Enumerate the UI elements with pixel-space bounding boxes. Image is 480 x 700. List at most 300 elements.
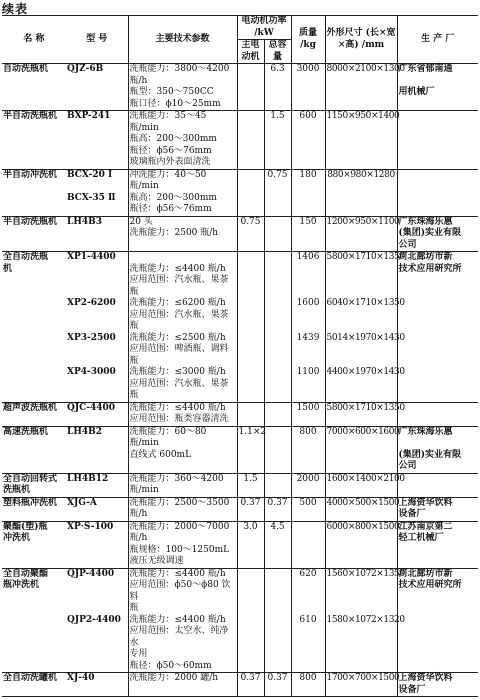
- table-row: [2, 497, 478, 509]
- cell-power-total: [264, 402, 291, 414]
- cell-maker: [397, 298, 478, 310]
- cell-mass: 1500: [291, 402, 325, 414]
- cell-model: [66, 450, 128, 462]
- cell-power-total: [264, 275, 291, 298]
- cell-dims: [325, 556, 397, 568]
- cell-maker: [397, 111, 478, 135]
- cell-mass: [291, 545, 325, 557]
- header-name: 名 称: [2, 16, 66, 64]
- cell-maker: [397, 661, 478, 673]
- cell-params: 应用范围：太空水、纯净水: [128, 626, 237, 649]
- cell-name: 洗瓶机: [2, 485, 66, 497]
- cell-mass: 610: [291, 615, 325, 627]
- cell-power-total: 6.3: [264, 64, 291, 88]
- table-row: [2, 545, 478, 557]
- cell-name: 机: [3, 263, 13, 274]
- cell-model: BCX-20 Ⅰ: [67, 169, 113, 180]
- cell-dims: [325, 545, 397, 557]
- cell-name: [2, 228, 66, 240]
- cell-power-total: [264, 426, 291, 450]
- header-params: 主要技术参数: [128, 16, 237, 64]
- cell-power-main: [237, 661, 264, 673]
- cell-power-main: [237, 134, 264, 146]
- cell-name: 全自动聚酯: [3, 568, 49, 579]
- cell-name: [2, 298, 66, 310]
- cell-maker: 设备厂: [397, 509, 478, 521]
- cell-dims: [325, 134, 397, 146]
- cell-name: [2, 603, 66, 615]
- cell-power-main: [237, 603, 264, 615]
- table-row: [2, 556, 478, 568]
- cell-power-total: 4.5: [264, 521, 291, 533]
- cell-dims: [325, 275, 397, 298]
- cell-model: LH4B2: [67, 426, 102, 437]
- cell-power-total: [264, 367, 291, 379]
- table-row: [2, 134, 478, 146]
- cell-mass: [291, 685, 325, 697]
- cell-params: 洗瓶能力：≤6200 瓶/h: [128, 298, 237, 310]
- cell-maker: [397, 99, 478, 111]
- cell-model: [66, 626, 128, 649]
- cell-mass: [291, 275, 325, 298]
- cell-params: 瓶规格：100～1250mL: [128, 545, 237, 557]
- cell-power-main: [237, 485, 264, 497]
- header-mass: 质量 /kg: [291, 16, 325, 64]
- cell-params: 瓶高：200～300mm: [128, 134, 237, 146]
- cell-mass: 2000: [291, 473, 325, 485]
- cell-maker: [397, 310, 478, 333]
- cell-power-total: [264, 533, 291, 545]
- cell-power-total: [264, 146, 291, 158]
- cell-maker: (集团)实业有限: [397, 228, 478, 240]
- cell-name: 超声波洗瓶机: [3, 402, 58, 413]
- cell-name: [2, 509, 66, 521]
- cell-params: 玻璃瓶内外表面清洗: [128, 157, 237, 169]
- cell-model: QJZ-6B: [67, 64, 104, 74]
- cell-maker: [397, 485, 478, 497]
- table-row: [2, 264, 478, 276]
- table-row: [2, 64, 478, 88]
- cell-params: 洗瓶能力：60～80 瓶/min: [128, 426, 237, 450]
- cell-mass: [291, 450, 325, 462]
- table-row: [2, 603, 478, 615]
- cell-dims: [325, 379, 397, 403]
- cell-params: 洗瓶能力：≤3000 瓶/h: [128, 367, 237, 379]
- cell-params: [128, 461, 237, 473]
- cell-params: 瓶/min: [128, 485, 237, 497]
- table-row: [2, 87, 478, 99]
- cell-params: 应用范围：汽水瓶、果茶瓶: [128, 275, 237, 298]
- cell-power-main: 0.37: [237, 673, 264, 685]
- cell-power-total: [264, 240, 291, 252]
- cell-params: 专用: [128, 649, 237, 661]
- cell-params: 应用范围：ϕ50～ϕ80 饮料: [128, 580, 237, 603]
- cell-power-main: [237, 615, 264, 627]
- cell-dims: [325, 626, 397, 649]
- cell-power-main: [237, 204, 264, 216]
- cell-power-total: [264, 310, 291, 333]
- cell-name: [2, 333, 66, 345]
- cell-maker: 轻工机械厂: [397, 533, 478, 545]
- cell-dims: [325, 533, 397, 545]
- cell-mass: [291, 533, 325, 545]
- cell-mass: 500: [291, 497, 325, 509]
- cell-params: 洗瓶能力：360～4200: [128, 473, 237, 485]
- cell-model: [66, 87, 128, 99]
- cell-mass: [291, 414, 325, 426]
- cell-mass: [291, 99, 325, 111]
- cell-power-main: 1.1×2: [237, 426, 264, 450]
- cell-name: [2, 685, 66, 697]
- cell-name: [2, 379, 66, 403]
- cell-dims: [325, 450, 397, 462]
- cell-maker: 江苏南京第二: [397, 521, 478, 533]
- cell-mass: [291, 661, 325, 673]
- table-row: [2, 344, 478, 367]
- cell-model: XP·S-100: [67, 521, 114, 532]
- cell-maker: [397, 275, 478, 298]
- cell-power-main: [237, 402, 264, 414]
- cell-power-main: [237, 568, 264, 580]
- cell-name: 高速洗瓶机: [3, 426, 49, 437]
- cell-mass: [291, 204, 325, 216]
- cell-params: 冲洗能力：40～50 瓶/min: [128, 169, 237, 193]
- cell-model: LH4B12: [67, 473, 109, 484]
- table-body: [2, 64, 478, 697]
- cell-dims: 5800×1710×1350: [326, 252, 405, 262]
- cell-name: 全自动回转式: [3, 473, 58, 484]
- cell-power-total: [264, 344, 291, 367]
- cell-mass: [291, 146, 325, 158]
- table-row: [2, 367, 478, 379]
- cell-maker: [397, 157, 478, 169]
- cell-mass: 180: [291, 169, 325, 193]
- cell-params: 应用范围：汽水瓶、果茶瓶: [128, 379, 237, 403]
- cell-model: [66, 228, 128, 240]
- cell-power-main: [237, 344, 264, 367]
- cell-params: 直线式 600mL: [128, 450, 237, 462]
- cell-maker: 公司: [397, 461, 478, 473]
- cell-mass: [291, 344, 325, 367]
- table-row: [2, 615, 478, 627]
- cell-mass: 150: [291, 216, 325, 228]
- cell-name: [2, 661, 66, 673]
- table-row: [2, 193, 478, 205]
- cell-power-total: [264, 615, 291, 627]
- cell-power-main: [237, 310, 264, 333]
- cell-model: QJP-4400: [67, 568, 115, 579]
- cell-name: [2, 87, 66, 99]
- cell-power-main: [237, 169, 264, 193]
- cell-power-total: [264, 204, 291, 216]
- cell-mass: [291, 509, 325, 521]
- cell-power-total: [264, 379, 291, 403]
- cell-power-total: [264, 473, 291, 485]
- table-row: [2, 685, 478, 697]
- cell-mass: [291, 521, 325, 533]
- cell-maker: 河北廊坊市新: [397, 568, 478, 580]
- cell-params: 液压无级调速: [128, 556, 237, 568]
- cell-power-main: [237, 626, 264, 649]
- cell-maker: [397, 402, 478, 414]
- cell-power-total: [264, 298, 291, 310]
- cell-dims: 6000×800×1500: [326, 521, 400, 532]
- cell-power-main: [237, 64, 264, 88]
- cell-name: 塑料瓶冲洗机: [3, 497, 58, 508]
- cell-maker: [397, 367, 478, 379]
- spec-table: [2, 15, 478, 697]
- cell-dims: [325, 485, 397, 497]
- cell-maker: [397, 414, 478, 426]
- cell-power-total: [264, 134, 291, 146]
- cell-dims: [325, 344, 397, 367]
- cell-model: [66, 545, 128, 557]
- cell-model: [66, 533, 128, 545]
- cell-power-total: [264, 580, 291, 603]
- cell-params: 洗瓶能力：2000 罐/h: [128, 673, 237, 685]
- cell-dims: [325, 87, 397, 99]
- cell-params: 瓶: [128, 603, 237, 615]
- cell-model: BXP-241: [67, 111, 111, 121]
- cell-name: [2, 615, 66, 627]
- header-model: 型 号: [66, 16, 128, 64]
- table-row: [2, 568, 478, 580]
- cell-name: [2, 461, 66, 473]
- cell-mass: [291, 87, 325, 99]
- cell-mass: [291, 603, 325, 615]
- cell-power-total: [264, 568, 291, 580]
- cell-name: [2, 193, 66, 205]
- cell-power-total: [264, 509, 291, 521]
- cell-params: 瓶径：ϕ56～76mm: [128, 146, 237, 158]
- cell-power-total: [264, 216, 291, 228]
- cell-dims: [325, 509, 397, 521]
- cell-params: 洗瓶能力：≤2500 瓶/h: [128, 333, 237, 345]
- cell-mass: 600: [291, 111, 325, 135]
- table-row: [2, 461, 478, 473]
- cell-dims: [325, 204, 397, 216]
- cell-maker: [397, 473, 478, 485]
- cell-model: LH4B3: [67, 216, 102, 227]
- table-row: [2, 310, 478, 333]
- cell-name: [2, 367, 66, 379]
- cell-name: [2, 414, 66, 426]
- cell-name: 半自动洗瓶机: [3, 216, 58, 227]
- table-row: [2, 450, 478, 462]
- cell-model: [66, 556, 128, 568]
- cell-power-total: [264, 264, 291, 276]
- cell-params: 洗瓶能力：2000～7000: [128, 521, 237, 533]
- cell-power-total: [264, 649, 291, 661]
- cell-power-main: [237, 264, 264, 276]
- cell-name: 聚酯(塑)瓶: [3, 521, 48, 532]
- cell-model: [66, 157, 128, 169]
- cell-name: 全自动洗瓶: [3, 252, 49, 262]
- cell-mass: 1100: [291, 367, 325, 379]
- cell-power-main: [237, 533, 264, 545]
- cell-maker: 广东珠海乐惠: [397, 426, 478, 450]
- cell-name: [2, 344, 66, 367]
- cell-power-total: [264, 193, 291, 205]
- cell-power-total: [264, 87, 291, 99]
- cell-model: [66, 264, 128, 276]
- cell-model: [66, 603, 128, 615]
- cell-power-total: [264, 545, 291, 557]
- cell-name: [2, 240, 66, 252]
- cell-name: 全自动洗罐机: [3, 673, 58, 683]
- cell-params: 20 头: [128, 216, 237, 228]
- cell-model: [66, 310, 128, 333]
- cell-power-total: 1.5: [264, 111, 291, 135]
- header-maker: 生 产 厂: [397, 16, 478, 64]
- cell-name: [2, 450, 66, 462]
- cell-params: 瓶高：200～300mm: [128, 193, 237, 205]
- cell-dims: 1200×950×1100: [326, 216, 400, 227]
- cell-mass: 620: [291, 568, 325, 580]
- header-power-total: 总容量: [264, 40, 291, 64]
- table-row: [2, 169, 478, 193]
- cell-maker: [397, 556, 478, 568]
- cell-name: [2, 556, 66, 568]
- cell-mass: [291, 193, 325, 205]
- table-row: [2, 252, 478, 264]
- cell-params: [128, 240, 237, 252]
- cell-power-main: [237, 649, 264, 661]
- cell-params: 瓶/h: [128, 533, 237, 545]
- cell-power-main: [237, 461, 264, 473]
- cell-power-total: [264, 661, 291, 673]
- cell-maker: 公司: [397, 240, 478, 252]
- cell-model: [66, 240, 128, 252]
- cell-maker: [397, 603, 478, 615]
- cell-name: 半自动洗瓶机: [3, 111, 58, 121]
- cell-params: 洗瓶能力：≤4400 瓶/h: [128, 264, 237, 276]
- cell-maker: 技术应用研究所: [397, 264, 478, 276]
- cell-dims: [325, 310, 397, 333]
- cell-dims: [325, 603, 397, 615]
- cell-model: [66, 685, 128, 697]
- cell-model: [66, 134, 128, 146]
- cell-params: 瓶径：ϕ50～60mm: [128, 661, 237, 673]
- cell-dims: 4000×500×1500: [326, 497, 400, 508]
- cell-mass: [291, 485, 325, 497]
- cell-name: [2, 204, 66, 216]
- table-row: [2, 146, 478, 158]
- cell-maker: 技术应用研究所: [397, 580, 478, 603]
- cell-mass: [291, 157, 325, 169]
- cell-name: [2, 626, 66, 649]
- cell-power-main: 0.75: [237, 216, 264, 228]
- cell-power-main: [237, 87, 264, 99]
- cell-params: 瓶口径：ϕ10～25mm: [128, 99, 237, 111]
- cell-maker: [397, 615, 478, 627]
- cell-params: 洗瓶能力：2500 瓶/h: [128, 228, 237, 240]
- cell-mass: [291, 379, 325, 403]
- cell-model: XJ-40: [67, 673, 95, 683]
- cell-power-main: [237, 580, 264, 603]
- cell-power-total: [264, 461, 291, 473]
- cell-params: 应用范围：啤酒瓶、调料瓶: [128, 344, 237, 367]
- cell-power-total: [264, 414, 291, 426]
- cell-power-total: [264, 157, 291, 169]
- cell-dims: 1580×1072×1320: [326, 614, 405, 625]
- table-row: [2, 626, 478, 649]
- cell-power-main: [237, 367, 264, 379]
- cell-dims: 5014×1970×1430: [326, 332, 405, 343]
- cell-params: 洗瓶能力：35～45 瓶/min: [128, 111, 237, 135]
- table-caption: 续表: [2, 2, 29, 16]
- table-row: [2, 228, 478, 240]
- table-row: [2, 473, 478, 485]
- cell-model: BCX-35 Ⅱ: [67, 192, 116, 203]
- table-row: [2, 379, 478, 403]
- cell-maker: [397, 169, 478, 193]
- cell-mass: [291, 228, 325, 240]
- cell-dims: 5800×1710×1350: [326, 402, 405, 413]
- cell-params: 瓶/h: [128, 509, 237, 521]
- table-row: [2, 580, 478, 603]
- cell-model: QJP2-4400: [67, 614, 121, 625]
- cell-dims: 7000×600×1600: [325, 426, 397, 450]
- cell-dims: 1600×1400×2100: [326, 473, 405, 484]
- cell-power-main: [237, 111, 264, 135]
- cell-mass: 1600: [291, 298, 325, 310]
- cell-model: QJC-4400: [67, 402, 116, 413]
- cell-power-main: [237, 275, 264, 298]
- header-power: 电动机功率 /kW: [237, 16, 291, 40]
- table-row: [2, 240, 478, 252]
- table-row: [2, 661, 478, 673]
- cell-power-main: 3.0: [237, 521, 264, 533]
- cell-name: [2, 134, 66, 146]
- cell-dims: [325, 157, 397, 169]
- cell-mass: [291, 310, 325, 333]
- cell-mass: 3000: [291, 64, 325, 88]
- table-row: [2, 402, 478, 414]
- cell-model: [66, 661, 128, 673]
- cell-maker: [397, 333, 478, 345]
- cell-name: 瓶冲洗机: [3, 580, 40, 590]
- cell-dims: 1150×950×1400: [325, 111, 397, 135]
- table-row: [2, 275, 478, 298]
- cell-model: [66, 379, 128, 403]
- cell-model: [66, 649, 128, 661]
- cell-model: [66, 509, 128, 521]
- cell-model: [66, 146, 128, 158]
- cell-power-total: [264, 626, 291, 649]
- cell-power-total: [264, 228, 291, 240]
- cell-power-main: [237, 379, 264, 403]
- cell-power-main: [237, 333, 264, 345]
- cell-dims: [325, 580, 397, 603]
- cell-power-main: [237, 193, 264, 205]
- cell-maker: 用机械厂: [397, 87, 478, 99]
- cell-power-main: [237, 228, 264, 240]
- header-power-main: 主电动机: [237, 40, 264, 64]
- cell-power-total: [264, 603, 291, 615]
- cell-maker: [397, 204, 478, 216]
- cell-params: 应用范围：瓶类容器清洗: [128, 414, 237, 426]
- cell-maker: 设备厂: [397, 685, 478, 697]
- cell-maker: [397, 545, 478, 557]
- cell-power-main: [237, 556, 264, 568]
- cell-dims: [325, 240, 397, 252]
- cell-name: 半自动冲洗机: [3, 169, 58, 180]
- table-row: [2, 111, 478, 135]
- cell-params: [128, 252, 237, 264]
- cell-params: 洗瓶能力：≤4400 瓶/h: [128, 568, 237, 580]
- cell-power-main: [237, 240, 264, 252]
